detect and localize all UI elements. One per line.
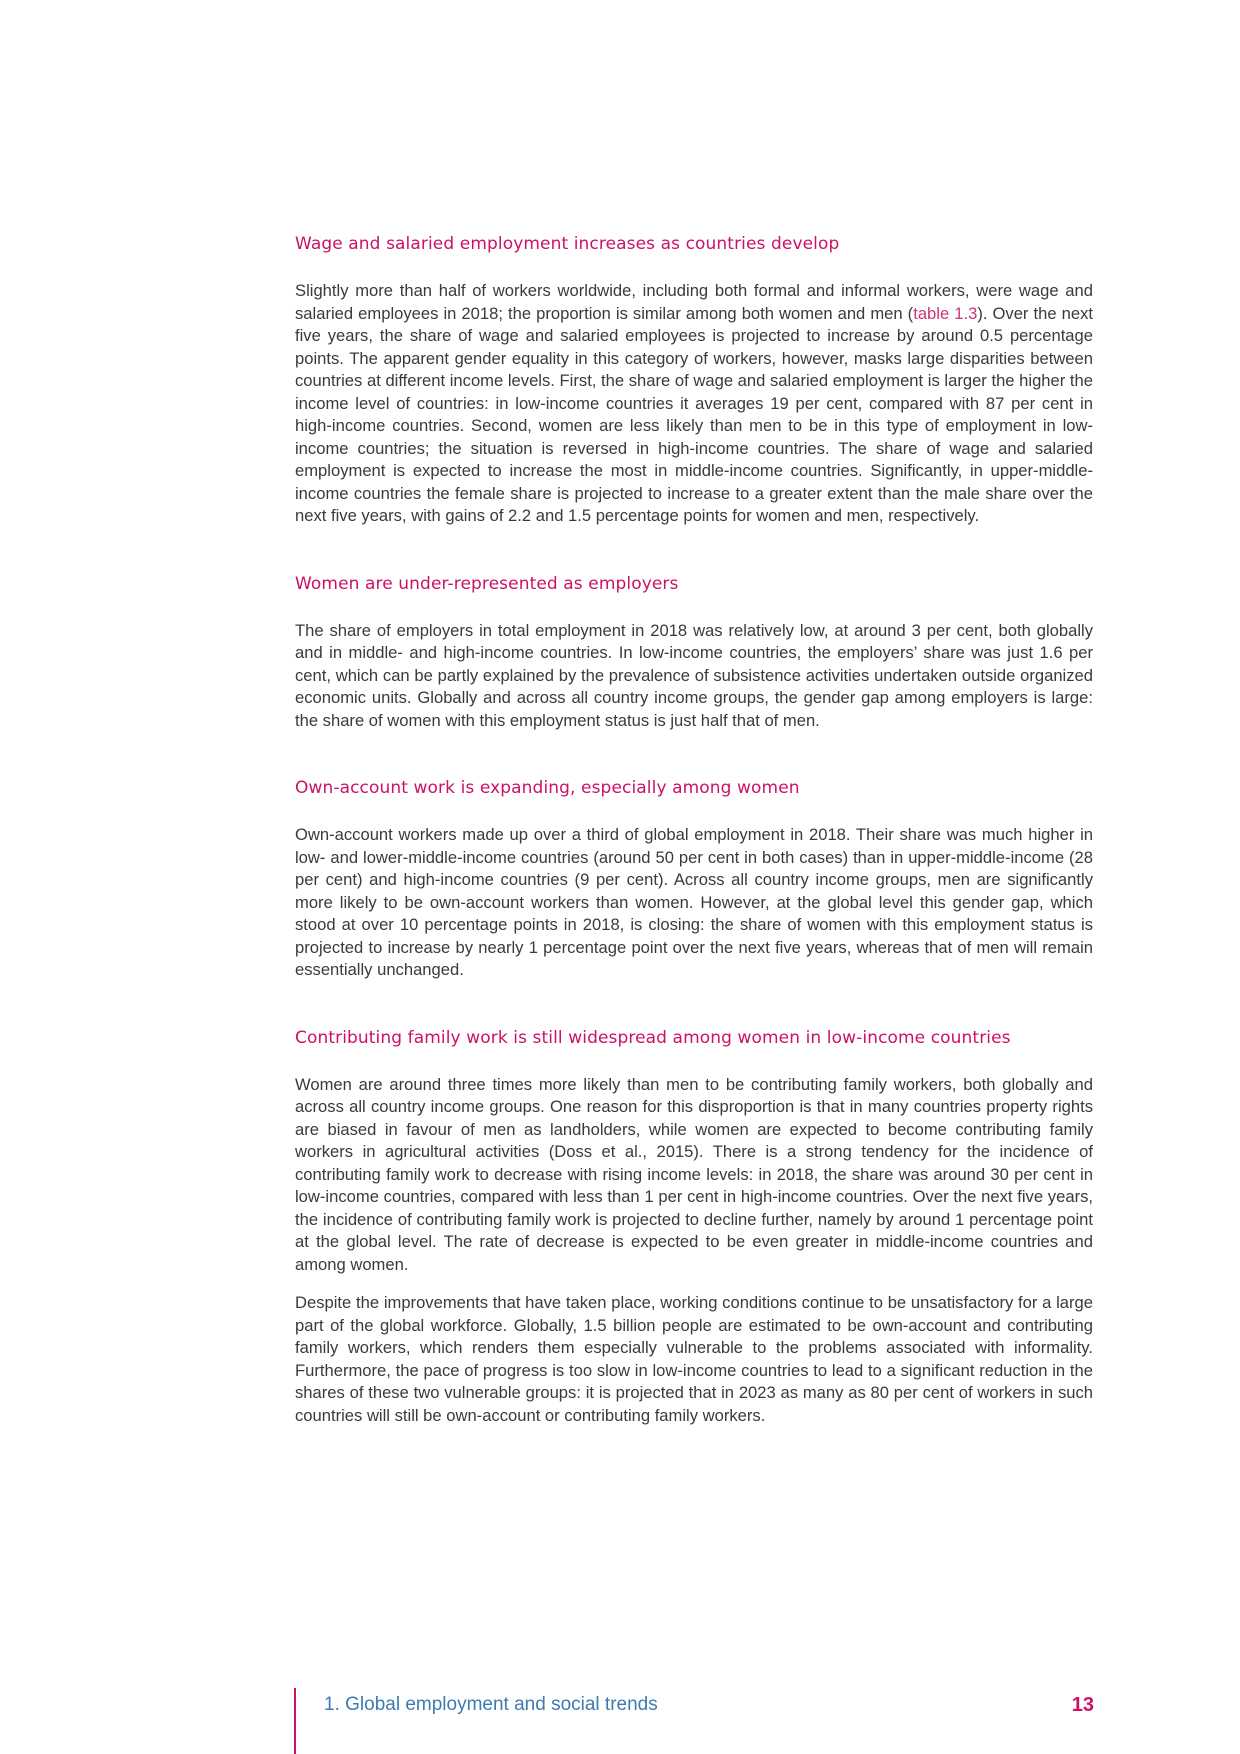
paragraph: Despite the improvements that have taken place, working conditions continue to be unsatisfactory for a large part of the global workforce. Globally, 1.5 billion people are estimated to be own-account and contributing family workers, which renders them especially vulnerable to the problems associated with informality. Furthermore, the pace of progress is too slow in low-income countries to lead to a significant reduction in the shares of these two vulnerable groups: it is projected that in 2023 as many as 80 per cent of workers in such countries will still be own-account or contributing family workers.: [295, 1293, 1093, 1425]
page-number: 13: [1071, 1694, 1094, 1716]
section-heading: Own-account work is expanding, especially among women: [295, 778, 800, 798]
main-content: [295, 234, 1093, 1473]
section-heading: Wage and salaried employment increases as countries develop: [295, 234, 840, 254]
section-heading: Contributing family work is still widespread among women in low-income countries: [295, 1027, 1011, 1048]
paragraph: Women are around three times more likely than men to be contributing family workers, both globally and across all country income groups. One reason for this disproportion is that in many countries property rights are biased in favour of men as landholders, while women are expected to become contributing family workers in agricultural activities (Doss et al., 2015). There is a strong tendency for the incidence of contributing family work to decrease with rising income levels: in 2018, the share was around 30 per cent in low-income countries, compared with less than 1 per cent in high-income countries. Over the next five years, the incidence of contributing family work is projected to decline further, namely by around 1 percentage point at the global level. The rate of decrease is expected to be even greater in middle-income countries and among women.: [295, 1074, 1093, 1274]
section-contributing-family: [295, 1028, 1093, 1428]
paragraph-text: ). Over the next five years, the share of wage and salaried employees is projected to increase by around 0.5 percentage points. The apparent gender equality in this category of workers, however, masks large disparities between countries at different income levels. First, the share of wage and salaried employment is larger the higher the income level of countries: in low-income countries it averages 19 per cent, compared with 87 per cent in high-income countries. Second, women are less likely than men to be in this type of employment in low-income countries; the situation is reversed in high-income countries. The share of wage and salaried employment is expected to increase the most in middle-income countries. Significantly, in upper-middle-income countries the female share is projected to increase to a greater extent than the male share over the next five years, with gains of 2.2 and 1.5 percentage points for women and men, respectively.: [295, 303, 1093, 525]
paragraph: Own-account workers made up over a third of global employment in 2018. Their share was much higher in low- and lower-middle-income countries (around 50 per cent in both cases) than in upper-middle-income (28 per cent) and high-income countries (9 per cent). Across all country income groups, men are significantly more likely to be own-account workers than women. However, at the global level this gender gap, which stood at over 10 percentage points in 2018, is closing: the share of women with this employment status is projected to increase by nearly 1 percentage point over the next five years, whereas that of men will remain essentially unchanged.: [295, 825, 1093, 979]
section-wage-salaried: [295, 234, 1093, 528]
table-link[interactable]: table 1.3: [913, 303, 978, 323]
page-footer: [294, 1688, 1094, 1754]
paragraph: The share of employers in total employment in 2018 was relatively low, at around 3 per cent, both globally and in middle- and high-income countries. In low-income countries, the employers’ share was just 1.6 per cent, which can be partly explained by the prevalence of subsistence activities undertaken outside organized economic units. Globally and across all country income groups, the gender gap among employers is large: the share of women with this employment status is just half that of men.: [295, 620, 1093, 730]
paragraph-text: Slightly more than half of workers worldwide, including both formal and informal workers, were wage and salaried employees in 2018; the proportion is similar among both women and men (: [295, 281, 1093, 323]
paragraph: [295, 280, 1093, 528]
section-own-account: [295, 778, 1093, 982]
section-employers: [295, 574, 1093, 733]
footer-accent-bar: [294, 1688, 296, 1754]
chapter-title: 1. Global employment and social trends: [324, 1694, 658, 1715]
section-heading: Women are under-represented as employers: [295, 573, 679, 594]
